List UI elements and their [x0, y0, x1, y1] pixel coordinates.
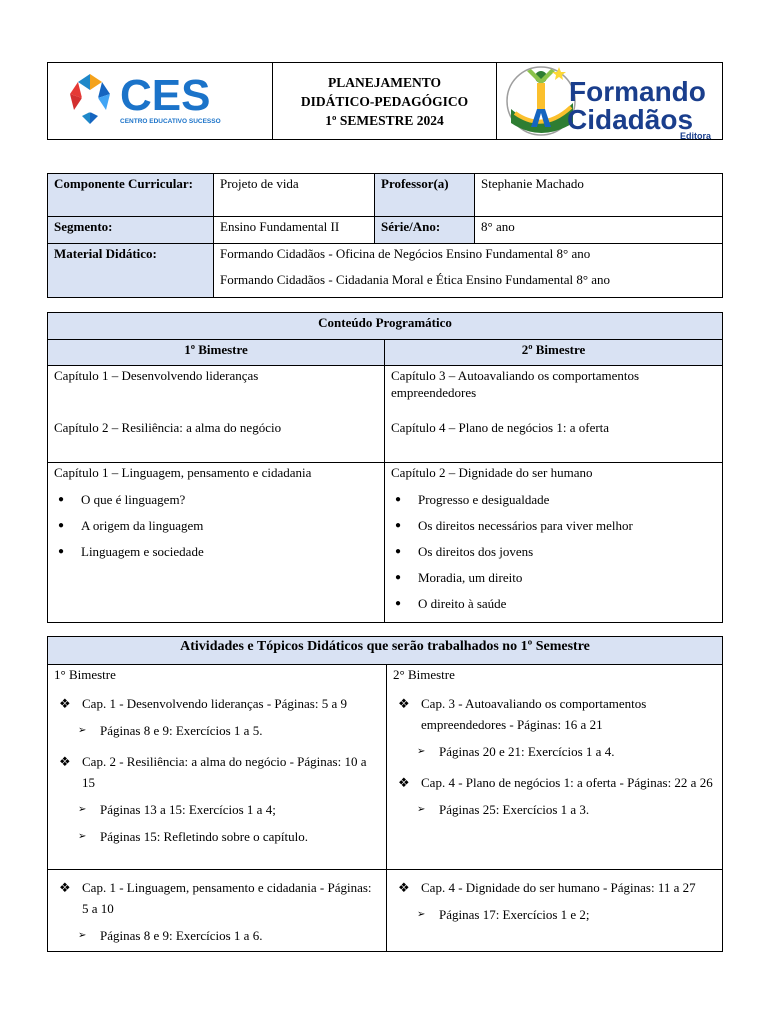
list-item: ❖ Cap. 4 - Plano de negócios 1: a oferta - Páginas: 22 a 26 — [393, 772, 716, 793]
diamond-bullet-icon: ❖ — [398, 775, 410, 790]
ces-logo-cell — [48, 63, 273, 140]
atividades-bimestre-2: 2° Bimestre — [393, 667, 455, 682]
fc-emblem-icon — [507, 67, 575, 135]
list-item: ● O direito à saúde — [391, 595, 716, 612]
list-item: ➢ Páginas 8 e 9: Exercícios 1 a 6. — [54, 925, 380, 946]
arrow-bullet-icon: ➢ — [78, 804, 87, 815]
material-item-2: Formando Cidadãos - Cidadania Moral e Ética Ensino Fundamental 8° ano — [220, 272, 611, 287]
arrow-bullet-icon: ➢ — [417, 804, 426, 815]
professor-value: Stephanie Machado — [475, 174, 723, 217]
atividades-table — [47, 636, 723, 952]
segmento-value: Ensino Fundamental II — [214, 217, 375, 244]
header-table — [47, 62, 723, 140]
title-line-2: DIDÁTICO-PEDAGÓGICO — [300, 93, 469, 109]
fc-logo-editora: Editora — [680, 131, 712, 139]
list-item: ● Progresso e desigualdade — [391, 491, 716, 508]
conteudo-title: Conteúdo Programático — [48, 313, 723, 340]
diamond-bullet-icon: ❖ — [59, 880, 71, 895]
componente-value: Projeto de vida — [214, 174, 375, 217]
capitulo-2-oficina: Capítulo 2 – Resiliência: a alma do negócio — [54, 420, 282, 435]
list-item: ❖ Cap. 2 - Resiliência: a alma do negócio - Páginas: 10 a 15 — [54, 751, 380, 793]
arrow-bullet-icon: ➢ — [78, 831, 87, 842]
ces-star-icon — [70, 74, 110, 124]
conteudo-table — [47, 312, 723, 623]
list-item: ➢ Páginas 8 e 9: Exercícios 1 a 5. — [54, 720, 380, 741]
list-item: ➢ Páginas 17: Exercícios 1 e 2; — [393, 904, 716, 925]
componente-label: Componente Curricular: — [48, 174, 214, 217]
atividades-title: Atividades e Tópicos Didáticos que serão trabalhados no 1º Semestre — [48, 637, 723, 665]
list-item: ● Os direitos necessários para viver melhor — [391, 517, 716, 534]
capitulo-3-oficina: Capítulo 3 – Autoavaliando os comportamentos empreendedores — [391, 368, 640, 400]
conteudo-r1c1 — [48, 366, 385, 463]
list-item: ● Linguagem e sociedade — [54, 543, 378, 560]
list-item: ● Os direitos dos jovens — [391, 543, 716, 560]
atividades-r2c1 — [48, 870, 387, 952]
arrow-bullet-icon: ➢ — [417, 909, 426, 920]
title-line-3: 1º SEMESTRE 2024 — [325, 112, 444, 128]
diamond-bullet-icon: ❖ — [398, 696, 410, 711]
serie-value: 8° ano — [475, 217, 723, 244]
conteudo-r1c2 — [385, 366, 723, 463]
conteudo-r2c1 — [48, 463, 385, 623]
ces-logo — [66, 66, 266, 136]
arrow-bullet-icon: ➢ — [417, 746, 426, 757]
arrow-bullet-icon: ➢ — [78, 930, 87, 941]
atividades-r1c1 — [48, 665, 387, 870]
document-title — [273, 63, 497, 140]
fc-logo-line-2: Cidadãos — [567, 104, 694, 135]
professor-label: Professor(a) — [375, 174, 475, 217]
fc-logo-cell — [497, 63, 723, 140]
list-item: ➢ Páginas 20 e 21: Exercícios 1 a 4. — [393, 741, 716, 762]
material-value — [214, 244, 723, 298]
conteudo-bimestre-2-header: 2º Bimestre — [385, 340, 723, 366]
list-item: ❖ Cap. 3 - Autoavaliando os comportamentos empreendedores - Páginas: 16 a 21 — [393, 693, 716, 735]
list-item: ➢ Páginas 13 a 15: Exercícios 1 a 4; — [54, 799, 380, 820]
material-item-1: Formando Cidadãos - Oficina de Negócios Ensino Fundamental 8° ano — [220, 246, 591, 261]
ces-logo-subtitle: CENTRO EDUCATIVO SUCESSO — [120, 118, 221, 125]
capitulo-2-topics — [391, 491, 716, 612]
list-item: ● O que é linguagem? — [54, 491, 378, 508]
title-line-1: PLANEJAMENTO — [327, 74, 441, 90]
list-item: ❖ Cap. 1 - Linguagem, pensamento e cidadania - Páginas: 5 a 10 — [54, 877, 380, 919]
capitulo-2-cidadania: Capítulo 2 – Dignidade do ser humano — [391, 465, 593, 480]
capitulo-4-oficina: Capítulo 4 – Plano de negócios 1: a oferta — [391, 420, 610, 435]
capitulo-1-topics — [54, 491, 378, 560]
material-label: Material Didático: — [48, 244, 214, 298]
info-table — [47, 173, 723, 298]
list-item: ❖ Cap. 1 - Desenvolvendo lideranças - Páginas: 5 a 9 — [54, 693, 380, 714]
serie-label: Série/Ano: — [375, 217, 475, 244]
ces-logo-text: CES — [120, 71, 211, 120]
list-item: ❖ Cap. 4 - Dignidade do ser humano - Páginas: 11 a 27 — [393, 877, 716, 898]
conteudo-bimestre-1-header: 1º Bimestre — [48, 340, 385, 366]
list-item: ● A origem da linguagem — [54, 517, 378, 534]
diamond-bullet-icon: ❖ — [398, 880, 410, 895]
conteudo-r2c2 — [385, 463, 723, 623]
list-item: ● Moradia, um direito — [391, 569, 716, 586]
segmento-label: Segmento: — [48, 217, 214, 244]
list-item: ➢ Páginas 25: Exercícios 1 a 3. — [393, 799, 716, 820]
atividades-bimestre-1: 1° Bimestre — [54, 667, 116, 682]
capitulo-1-oficina: Capítulo 1 – Desenvolvendo lideranças — [54, 368, 259, 383]
arrow-bullet-icon: ➢ — [78, 725, 87, 736]
capitulo-1-cidadania: Capítulo 1 – Linguagem, pensamento e cidadania — [54, 465, 312, 480]
fc-logo-line-1: Formando — [569, 76, 706, 107]
diamond-bullet-icon: ❖ — [59, 754, 71, 769]
formando-cidadaos-logo — [497, 63, 721, 139]
diamond-bullet-icon: ❖ — [59, 696, 71, 711]
atividades-r1c2 — [387, 665, 723, 870]
atividades-r2c2 — [387, 870, 723, 952]
list-item: ➢ Páginas 15: Refletindo sobre o capítulo. — [54, 826, 380, 847]
